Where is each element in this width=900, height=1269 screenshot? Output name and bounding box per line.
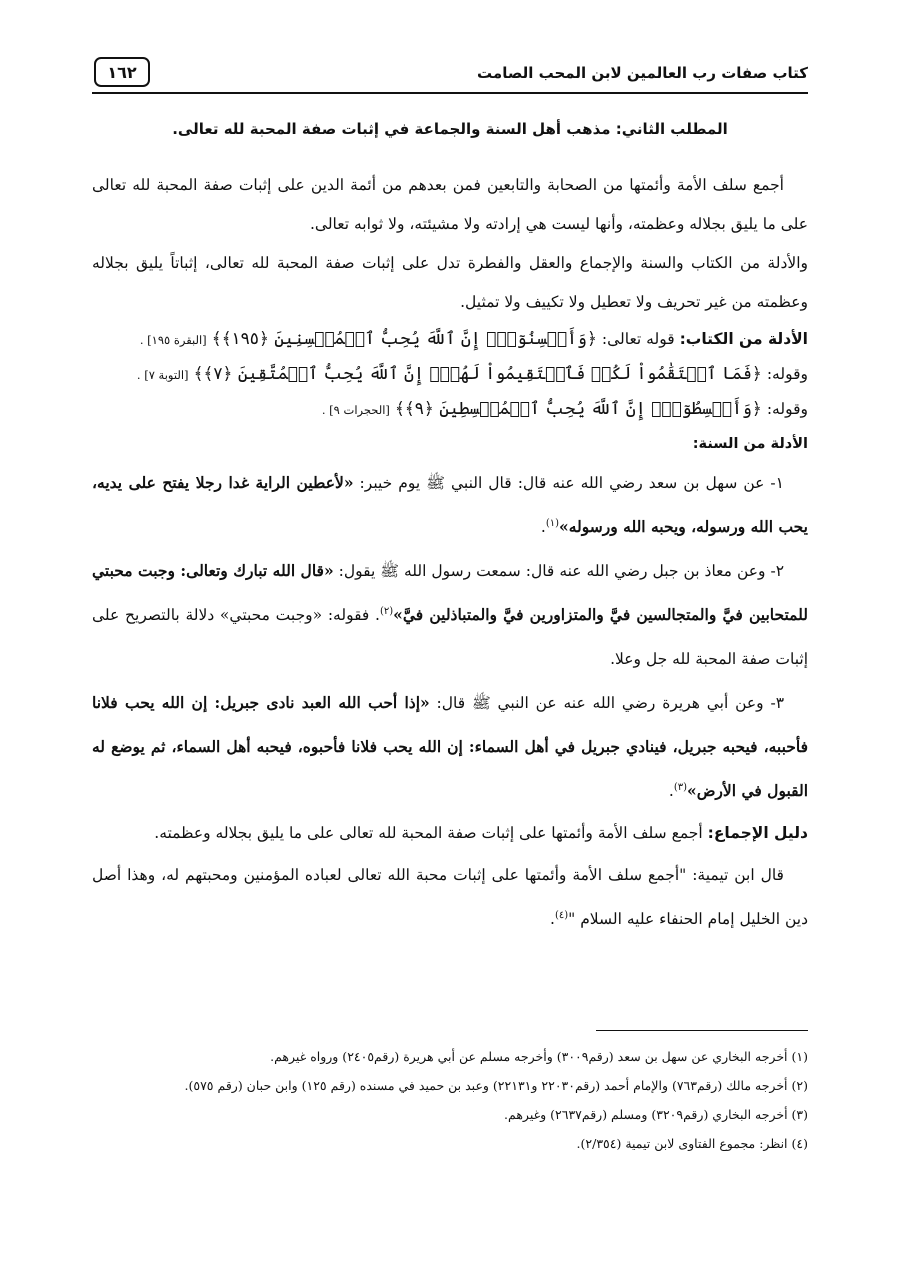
hadith-2-commentary: . فقوله: «وجبت محبتي» دلالة بالتصريح على إثبات صفة المحبة لله جل وعلا. (92, 606, 808, 668)
verse-1-text: ﴿وَأَحۡسِنُوٓاْۚ إِنَّ ٱللَّهَ يُحِبُّ ٱلۡمُحۡسِنِينَ ﴿١٩٥﴾﴾ (211, 329, 597, 349)
hadith-3-quote: «إذا أحب الله العبد نادى جبريل: إن الله يحب فلانا فأحببه، فيحبه جبريل، فينادي جبريل في أهل السماء: إن الله يحب فلانا فأحبوه، فيحبه أهل السماء، ثم يوضع له القبول في الأرض» (92, 693, 808, 800)
hadith-1-quote: «لأعطين الراية غدا رجلا يفتح على يديه، يحب الله ورسوله، ويحبه الله ورسوله» (92, 473, 808, 536)
footnote-marker-1[interactable]: (١) (545, 517, 560, 529)
hadith-2-intro: ٢- وعن معاذ بن جبل رضي الله عنه قال: سمعت رسول الله ﷺ يقول: (338, 562, 785, 580)
verse-1-intro: قوله تعالى: (601, 330, 675, 348)
intro-paragraph-2: والأدلة من الكتاب والسنة والإجماع والعقل والفطرة تدل على إثبات صفة المحبة لله تعالى، إثباتاً يليق بجلاله وعظمته من غير تحريف ولا تعطيل ولا تكييف ولا تمثيل. (92, 254, 808, 311)
taymiyya-text: "أجمع سلف الأمة وأئمتها على إثبات محبة الله تعالى لعباده المؤمنين ومحبتهم له، وهذا أصل دين الخليل إمام الحنفاء عليه السلام " (92, 866, 808, 928)
section-heading: المطلب الثاني: مذهب أهل السنة والجماعة في إثبات صفة المحبة لله تعالى. (172, 120, 728, 138)
hadith-1-intro: ١- عن سهل بن سعد رضي الله عنه قال: قال النبي ﷺ يوم خيبر: (359, 474, 784, 492)
verse-3-text: ﴿وَأَقۡسِطُوٓاْۖ إِنَّ ٱللَّهَ يُحِبُّ ٱلۡمُقۡسِطِينَ ﴿٩﴾﴾ (394, 399, 762, 419)
footnote-1: (١) أخرجه البخاري عن سهل بن سعد (رقم٣٠٠٩) وأخرجه مسلم عن أبي هريرة (رقم٢٤٠٥) ورواه غيرهم. (270, 1049, 808, 1064)
verse-3-ref: [الحجرات ٩] . (321, 403, 390, 417)
intro-paragraph-1: أجمع سلف الأمة وأئمتها من الصحابة والتابعين فمن بعدهم من أئمة الدين على إثبات صفة المحبة لله تعالى على ما يليق بجلاله وعظمته، وأنها ليست هي إرادته ولا مشيئته، ولا ثوابه تعالى. (92, 176, 808, 233)
verse-2-text: ﴿فَمَا ٱسۡتَقَٰمُواْ لَكُمۡ فَٱسۡتَقِيمُواْ لَهُمۡۚ إِنَّ ٱللَّهَ يُحِبُّ ٱلۡمُتَّقِينَ ﴿٧﴾﴾ (193, 364, 762, 384)
footnote-rule (596, 1030, 808, 1031)
footnote-3: (٣) أخرجه البخاري (رقم٣٢٠٩) ومسلم (رقم٢٦٣٧) وغيرهم. (504, 1107, 808, 1122)
verse-1-ref: [البقرة ١٩٥] . (139, 333, 207, 347)
footnote-marker-4[interactable]: (٤) (554, 909, 569, 921)
verse-2-ref: [التوبة ٧] . (136, 368, 189, 382)
ijma-lead: دليل الإجماع: (707, 824, 808, 842)
hadith-1: ١- عن سهل بن سعد رضي الله عنه قال: قال النبي ﷺ يوم خيبر: «لأعطين الراية غدا رجلا يفتح على يديه، يحب الله ورسوله، ويحبه الله ورسوله»$^{(١)}$. (92, 473, 808, 536)
hadith-2-quote: «قال الله تبارك وتعالى: وجبت محبتي للمتحابين فيَّ والمتجالسين فيَّ والمتزاورين فيَّ والمتباذلين فيَّ» (92, 561, 808, 624)
footnote-marker-2[interactable]: (٢) (379, 605, 394, 617)
main-content (92, 110, 808, 941)
quran-verse-2 (92, 357, 808, 392)
running-title: كتاب صفات رب العالمين لابن المحب الصامت (477, 64, 808, 82)
ijma-paragraph (92, 813, 808, 853)
page-number: ١٦٢ (94, 57, 150, 87)
hadith-3: ٣- وعن أبي هريرة رضي الله عنه عن النبي ﷺ قال: «إذا أحب الله العبد نادى جبريل: إن الله يحب فلانا فأحببه، فيحبه جبريل، فينادي جبريل في أهل السماء: إن الله يحب فلانا فأحبوه، فيحبه أهل السماء، ثم يوضع له القبول في الأرض»$^{(٣)}$. (92, 693, 808, 800)
header-rule (92, 92, 808, 94)
hadith-3-intro: ٣- وعن أبي هريرة رضي الله عنه عن النبي ﷺ قال: (436, 694, 785, 712)
footnotes-list (92, 1042, 808, 1158)
ijma-text: أجمع سلف الأمة وأئمتها على إثبات صفة المحبة لله تعالى على ما يليق بجلاله وعظمته. (154, 824, 703, 842)
taymiyya-intro: قال ابن تيمية: (692, 866, 784, 884)
footnote-marker-3[interactable]: (٣) (673, 781, 687, 793)
quran-verse-3 (92, 392, 808, 427)
quran-lead: الأدلة من الكتاب: (679, 330, 808, 348)
verse-3-intro: وقوله: (766, 400, 808, 418)
verse-2-intro: وقوله: (766, 365, 808, 383)
hadith-2 (92, 549, 808, 681)
quran-verse-1 (92, 322, 808, 357)
footnote-2: (٢) أخرجه مالك (رقم٧٦٣) والإمام أحمد (رقم٢٢٠٣٠ و٢٢١٣١) وعبد بن حميد في مسنده (رقم ١٢٥) وابن حبان (رقم ٥٧٥). (184, 1078, 808, 1093)
footnote-4: (٤) انظر: مجموع الفتاوى لابن تيمية (٢/٣٥٤). (576, 1136, 808, 1151)
ibn-taymiyya-quote: قال ابن تيمية: "أجمع سلف الأمة وأئمتها على إثبات محبة الله تعالى لعباده المؤمنين ومحبتهم له، وهذا أصل دين الخليل إمام الحنفاء عليه السلام "$^{(٤)}$. (92, 866, 808, 928)
sunnah-heading: الأدلة من السنة: (692, 436, 808, 452)
